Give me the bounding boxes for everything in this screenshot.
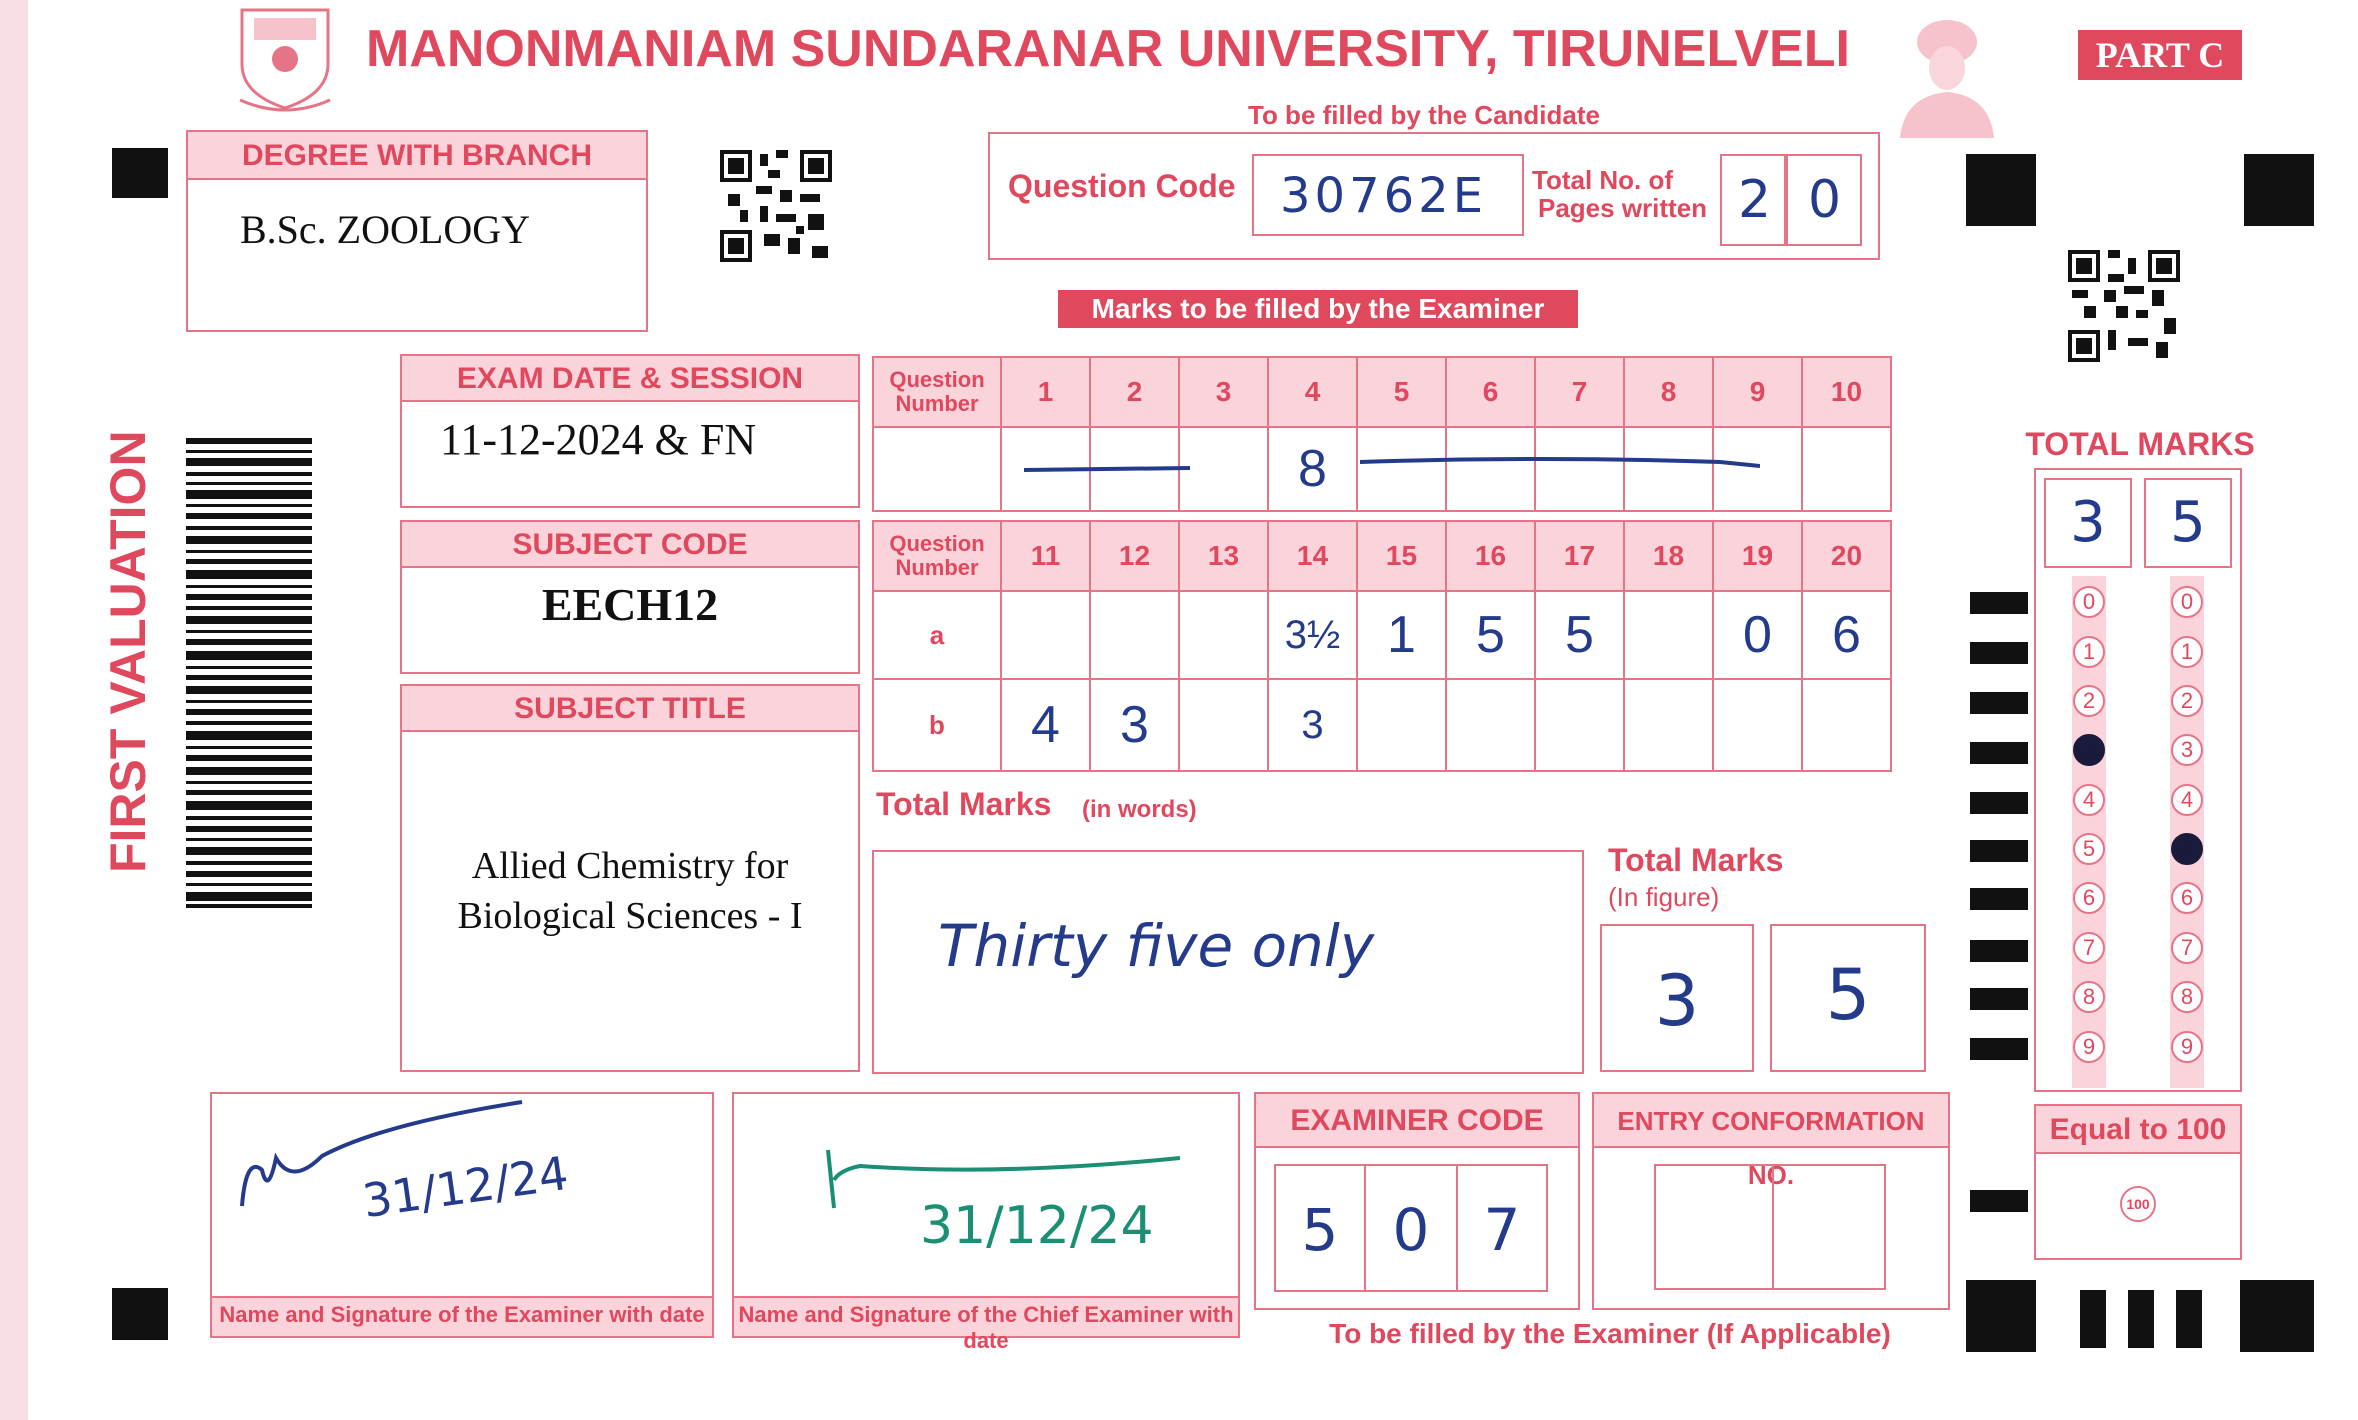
total-figure-digit: 5 xyxy=(1825,954,1871,1036)
timing-mark xyxy=(1970,840,2028,862)
question-number-label: Question Number xyxy=(873,521,1001,591)
founder-portrait xyxy=(1892,10,2002,138)
question-number: 20 xyxy=(1802,521,1891,591)
timing-mark xyxy=(1970,888,2028,910)
mark-cell: 5 xyxy=(1446,591,1535,679)
examiner-banner: Marks to be filled by the Examiner xyxy=(1058,290,1578,328)
candidate-note: To be filled by the Candidate xyxy=(1248,100,1600,130)
qr-code xyxy=(2066,250,2182,362)
registration-mark xyxy=(112,148,168,198)
entry-conf-cell[interactable] xyxy=(1772,1164,1886,1290)
exam-date-label: EXAM DATE & SESSION xyxy=(402,356,858,402)
degree-label: DEGREE WITH BRANCH xyxy=(188,132,646,180)
question-number: 7 xyxy=(1535,357,1624,427)
question-number: 18 xyxy=(1624,521,1713,591)
mark-cell xyxy=(1001,591,1090,679)
question-number: 19 xyxy=(1713,521,1802,591)
pages-digit: 0 xyxy=(1808,170,1842,230)
registration-mark xyxy=(2244,154,2314,226)
handwritten-dash xyxy=(1020,440,1760,480)
registration-mark xyxy=(2128,1290,2154,1348)
pages-label-2: Pages written xyxy=(1538,193,1708,223)
pages-digit: 2 xyxy=(1738,170,1772,230)
registration-mark xyxy=(1966,1280,2036,1352)
examiner-code-label: EXAMINER CODE xyxy=(1256,1094,1578,1148)
timing-mark xyxy=(1970,1038,2028,1060)
question-number: 17 xyxy=(1535,521,1624,591)
question-number: 4 xyxy=(1268,357,1357,427)
row-label-a: a xyxy=(873,591,1001,679)
question-code-label: Question Code xyxy=(1008,168,1236,204)
question-number: 14 xyxy=(1268,521,1357,591)
total-words-sublabel: (in words) xyxy=(1082,796,1197,823)
question-code-value: 30762E xyxy=(1280,168,1488,224)
question-number: 16 xyxy=(1446,521,1535,591)
chief-sign-date: 31/12/24 xyxy=(920,1196,1154,1256)
barcode xyxy=(186,438,312,908)
qr-code xyxy=(720,150,832,262)
mark-cell xyxy=(1535,679,1624,771)
mark-cell: 1 xyxy=(1357,591,1446,679)
bubble-tens-5[interactable]: 5 xyxy=(2073,833,2105,865)
mark-cell xyxy=(1357,679,1446,771)
entry-conf-label: ENTRY CONFORMATION NO. xyxy=(1594,1094,1948,1148)
total-words-value: Thirty five only xyxy=(938,912,1375,980)
mark-cell xyxy=(1090,591,1179,679)
timing-mark xyxy=(1970,592,2028,614)
examiner-sign-date: 31/12/24 xyxy=(359,1145,572,1229)
bubble-tens-3[interactable]: 3 xyxy=(2073,734,2105,766)
examiner-code-digit: 5 xyxy=(1301,1196,1339,1264)
footer-note: To be filled by the Examiner (If Applicable) xyxy=(1329,1318,1891,1349)
examiner-code-digit: 0 xyxy=(1392,1196,1430,1264)
left-margin xyxy=(0,0,28,1420)
bubble-units-1[interactable]: 1 xyxy=(2171,636,2203,668)
mark-cell: 8 xyxy=(1268,427,1357,511)
registration-mark xyxy=(1966,154,2036,226)
examiner-sign-label: Name and Signature of the Examiner with date xyxy=(219,1302,705,1327)
university-emblem xyxy=(232,4,338,114)
mark-cell xyxy=(1713,679,1802,771)
registration-mark xyxy=(2240,1280,2314,1352)
mark-cell: 3 xyxy=(1268,679,1357,771)
bubble-units-3[interactable]: 3 xyxy=(2171,734,2203,766)
examiner-code-digit: 7 xyxy=(1483,1196,1521,1264)
subject-code-label: SUBJECT CODE xyxy=(402,522,858,568)
question-number: 11 xyxy=(1001,521,1090,591)
bubble-tens-4[interactable]: 4 xyxy=(2073,784,2105,816)
total-figure-sublabel: (In figure) xyxy=(1608,882,1720,912)
mark-cell xyxy=(1802,679,1891,771)
question-number: 15 xyxy=(1357,521,1446,591)
side-label: FIRST VALUATION xyxy=(100,430,156,873)
subject-title-label: SUBJECT TITLE xyxy=(402,686,858,732)
equal-100-label: Equal to 100 xyxy=(2036,1106,2240,1154)
mark-cell: 4 xyxy=(1001,679,1090,771)
row-label-b: b xyxy=(873,679,1001,771)
bubble-tens-6[interactable]: 6 xyxy=(2073,882,2105,914)
question-number: 5 xyxy=(1357,357,1446,427)
exam-date-value: 11-12-2024 & FN xyxy=(440,415,757,464)
mark-cell: 3 xyxy=(1090,679,1179,771)
mark-cell xyxy=(1179,591,1268,679)
bubble-tens-0[interactable]: 0 xyxy=(2073,586,2105,618)
timing-mark xyxy=(1970,940,2028,962)
mark-row-label xyxy=(873,427,1001,511)
bubble-units-0[interactable]: 0 xyxy=(2171,586,2203,618)
bubble-units-4[interactable]: 4 xyxy=(2171,784,2203,816)
timing-mark xyxy=(1970,742,2028,764)
total-figure-label: Total Marks xyxy=(1608,842,1784,878)
mark-cell xyxy=(1624,679,1713,771)
mark-cell xyxy=(1802,427,1891,511)
bubble-units-2[interactable]: 2 xyxy=(2171,685,2203,717)
bubble-tens-1[interactable]: 1 xyxy=(2073,636,2105,668)
question-number-label: Question Number xyxy=(873,357,1001,427)
bubble-tens-8[interactable]: 8 xyxy=(2073,981,2105,1013)
mark-cell xyxy=(1179,679,1268,771)
mark-cell xyxy=(1446,679,1535,771)
bubble-tens-7[interactable]: 7 xyxy=(2073,932,2105,964)
bubble-units-8[interactable]: 8 xyxy=(2171,981,2203,1013)
degree-value: B.Sc. ZOOLOGY xyxy=(240,207,530,252)
entry-conf-cell[interactable] xyxy=(1654,1164,1774,1290)
total-figure-digit: 3 xyxy=(1654,960,1700,1042)
question-number: 13 xyxy=(1179,521,1268,591)
registration-mark xyxy=(2080,1290,2106,1348)
question-number: 9 xyxy=(1713,357,1802,427)
subject-code-value: EECH12 xyxy=(541,579,719,630)
bubble-units-6[interactable]: 6 xyxy=(2171,882,2203,914)
bubble-100[interactable]: 100 xyxy=(2120,1186,2156,1222)
question-number: 10 xyxy=(1802,357,1891,427)
chief-sign-label: Name and Signature of the Chief Examiner with date xyxy=(738,1302,1234,1353)
total-digit: 3 xyxy=(2070,490,2106,555)
timing-mark xyxy=(1970,1190,2028,1212)
bubble-tens-2[interactable]: 2 xyxy=(2073,685,2105,717)
registration-mark xyxy=(2176,1290,2202,1348)
subject-title-line1: Allied Chemistry for xyxy=(471,845,789,887)
mark-cell: 3½ xyxy=(1268,591,1357,679)
question-number: 2 xyxy=(1090,357,1179,427)
question-number: 8 xyxy=(1624,357,1713,427)
part-badge: PART C xyxy=(2078,30,2242,80)
university-title: MANONMANIAM SUNDARANAR UNIVERSITY, TIRUNELVELI xyxy=(366,20,1850,78)
mark-cell: 6 xyxy=(1802,591,1891,679)
total-digit: 5 xyxy=(2170,490,2206,555)
mark-cell: 0 xyxy=(1713,591,1802,679)
question-number: 6 xyxy=(1446,357,1535,427)
pages-label-1: Total No. of xyxy=(1532,165,1674,195)
subject-title-line2: Biological Sciences - I xyxy=(457,895,803,937)
question-number: 3 xyxy=(1179,357,1268,427)
timing-mark xyxy=(1970,692,2028,714)
question-number: 1 xyxy=(1001,357,1090,427)
question-number: 12 xyxy=(1090,521,1179,591)
marks-grid-1 xyxy=(872,356,1892,512)
mark-cell: 5 xyxy=(1535,591,1624,679)
total-words-label: Total Marks xyxy=(876,786,1052,822)
timing-mark xyxy=(1970,988,2028,1010)
bubble-units-7[interactable]: 7 xyxy=(2171,932,2203,964)
bubble-units-5[interactable]: 5 xyxy=(2171,833,2203,865)
marks-grid-2 xyxy=(872,520,1892,772)
total-marks-col-label: TOTAL MARKS xyxy=(2025,426,2255,462)
mark-cell xyxy=(1624,591,1713,679)
registration-mark xyxy=(112,1288,168,1340)
bubble-units-9[interactable]: 9 xyxy=(2171,1031,2203,1063)
bubble-tens-9[interactable]: 9 xyxy=(2073,1031,2105,1063)
timing-mark xyxy=(1970,792,2028,814)
timing-mark xyxy=(1970,642,2028,664)
